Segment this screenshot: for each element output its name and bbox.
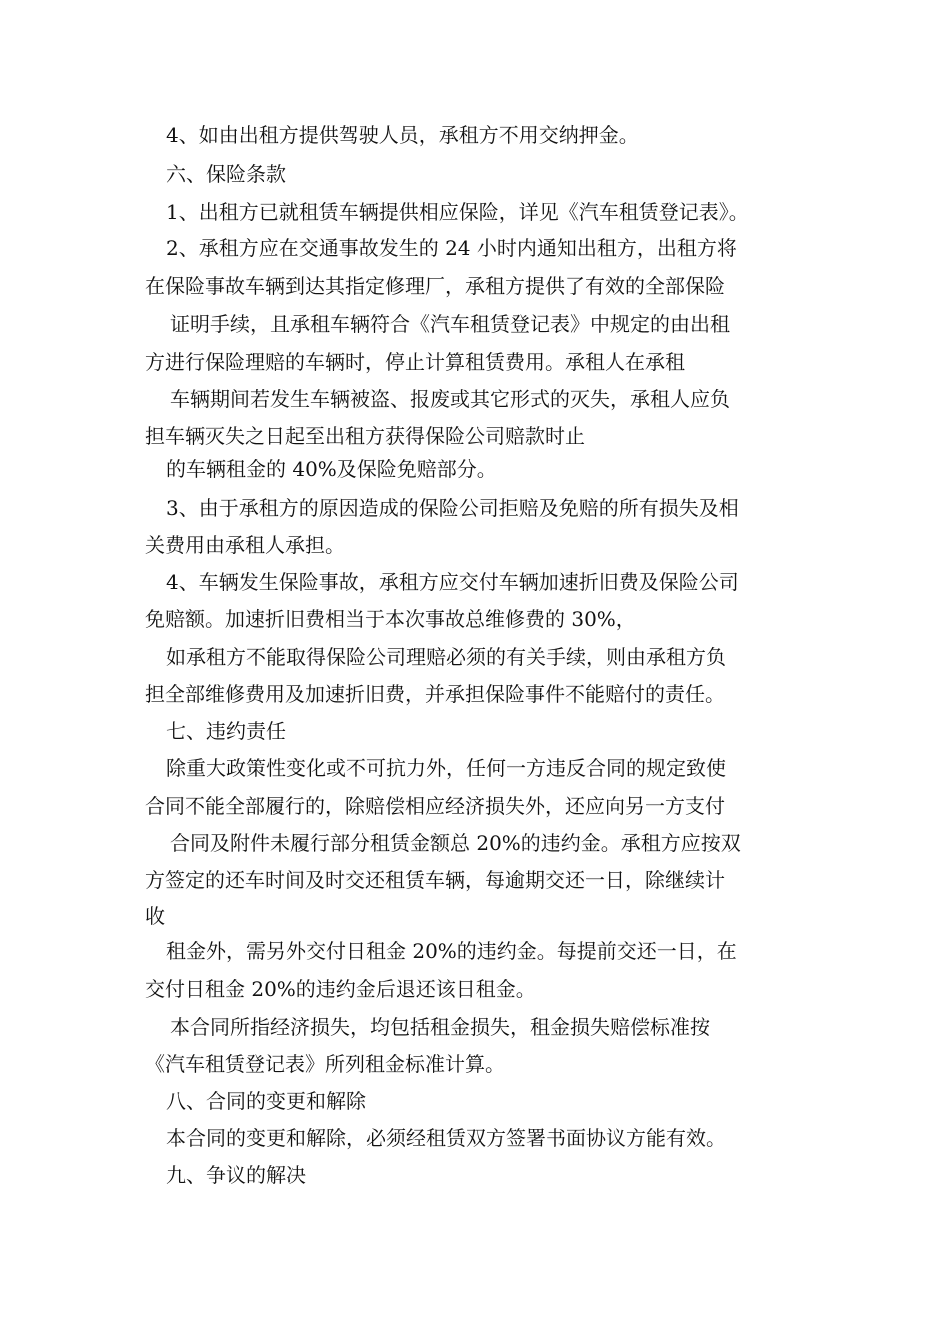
section-heading: 九、争议的解决 xyxy=(166,1163,306,1187)
text-line: 关费用由承租人承担。 xyxy=(145,533,345,557)
text-line: 担全部维修费用及加速折旧费，并承担保险事件不能赔付的责任。 xyxy=(145,682,725,706)
text-line: 2、承租方应在交通事故发生的 24 小时内通知出租方，出租方将 xyxy=(166,236,737,260)
text-line: 担车辆灭失之日起至出租方获得保险公司赔款时止 xyxy=(145,424,585,448)
text-line: 《汽车租赁登记表》所列租金标准计算。 xyxy=(145,1052,505,1076)
text-line: 1、出租方已就租赁车辆提供相应保险，详见《汽车租赁登记表》。 xyxy=(166,200,749,224)
text-line: 方进行保险理赔的车辆时，停止计算租赁费用。承租人在承租 xyxy=(145,350,685,374)
text-line: 的车辆租金的 40%及保险免赔部分。 xyxy=(166,457,497,481)
text-line: 4、如由出租方提供驾驶人员，承租方不用交纳押金。 xyxy=(166,123,639,147)
text-line: 免赔额。加速折旧费相当于本次事故总维修费的 30%， xyxy=(145,607,636,631)
text-line: 除重大政策性变化或不可抗力外，任何一方违反合同的规定致使 xyxy=(166,756,726,780)
text-line: 租金外，需另外交付日租金 20%的违约金。每提前交还一日，在 xyxy=(166,939,737,963)
text-line: 收 xyxy=(145,904,165,928)
section-heading: 六、保险条款 xyxy=(166,162,286,186)
text-line: 3、由于承租方的原因造成的保险公司拒赔及免赔的所有损失及相 xyxy=(166,496,739,520)
text-line: 证明手续，且承租车辆符合《汽车租赁登记表》中规定的由出租 xyxy=(170,312,730,336)
text-line: 方签定的还车时间及时交还租赁车辆，每逾期交还一日，除继续计 xyxy=(145,868,725,892)
text-line: 合同不能全部履行的，除赔偿相应经济损失外，还应向另一方支付 xyxy=(145,794,725,818)
text-line: 本合同所指经济损失，均包括租金损失，租金损失赔偿标准按 xyxy=(170,1015,710,1039)
text-line: 在保险事故车辆到达其指定修理厂，承租方提供了有效的全部保险 xyxy=(145,274,725,298)
text-line: 交付日租金 20%的违约金后退还该日租金。 xyxy=(145,977,536,1001)
text-line: 合同及附件未履行部分租赁金额总 20%的违约金。承租方应按双 xyxy=(170,831,741,855)
text-line: 本合同的变更和解除，必须经租赁双方签署书面协议方能有效。 xyxy=(166,1126,726,1150)
text-line: 车辆期间若发生车辆被盗、报废或其它形式的灭失，承租人应负 xyxy=(170,387,730,411)
text-line: 如承租方不能取得保险公司理赔必须的有关手续，则由承租方负 xyxy=(166,645,726,669)
text-line: 4、车辆发生保险事故，承租方应交付车辆加速折旧费及保险公司 xyxy=(166,570,739,594)
section-heading: 七、违约责任 xyxy=(166,719,286,743)
section-heading: 八、合同的变更和解除 xyxy=(166,1089,366,1113)
